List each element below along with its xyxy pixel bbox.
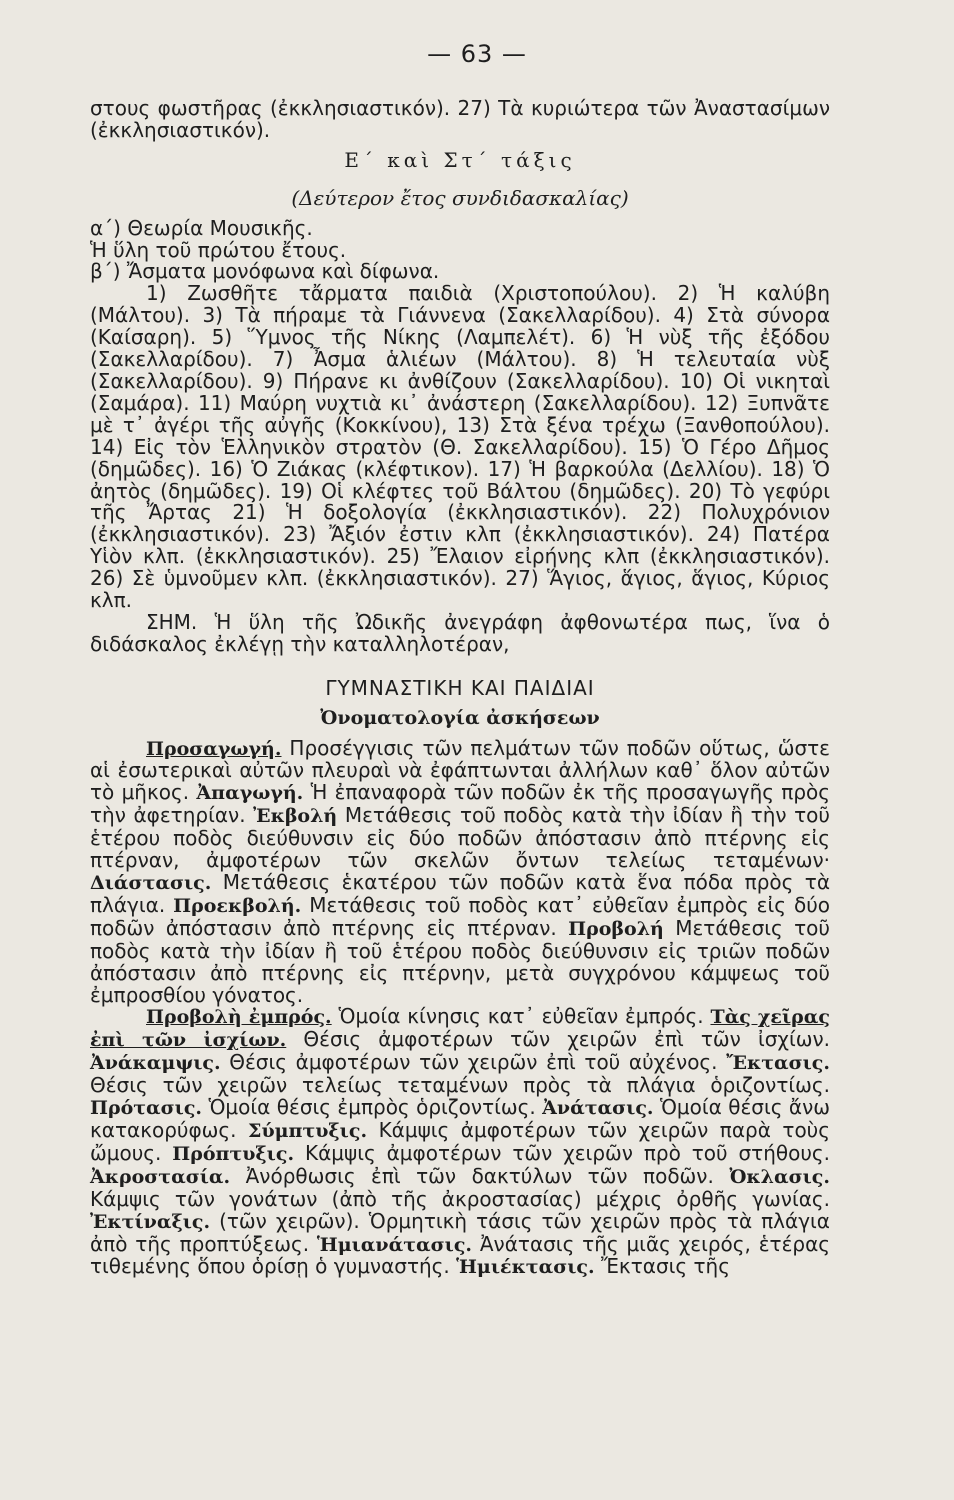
- exercise-definition: Ὁμοία θέσις ἐμπρὸς ὁριζοντίως.: [202, 1095, 543, 1120]
- note-paragraph: ΣΗΜ. Ἡ ὕλη τῆς Ὠδικῆς ἀνεγράφη ἀφθονωτέρα πως, ἵνα ὁ διδάσκαλος ἐκλέγῃ τὴν καταλληλοτέραν,: [90, 609, 830, 656]
- exercise-definition: Θέσις τῶν χειρῶν τελείως τεταμένων πρὸς τὰ πλάγια ὁριζοντίως.: [90, 1073, 830, 1098]
- section-subtitle: (Δεύτερον ἔτος συνδιδασκαλίας): [291, 185, 629, 210]
- page-number: — 63 —: [427, 40, 527, 68]
- exercise-term: Ἀνάτασις.: [542, 1097, 654, 1120]
- exercise-definition: Θέσις ἀμφοτέρων τῶν χειρῶν ἐπὶ τῶν ἰσχίων.: [286, 1027, 830, 1052]
- exercise-term: Ἀνάκαμψις.: [90, 1052, 221, 1075]
- exercise-definition: Κάμψις ἀμφοτέρων τῶν χειρῶν πρὸ τοῦ στήθους.: [294, 1140, 831, 1165]
- exercise-definition: Προσέγγισις τῶν πελμάτων τῶν ποδῶν οὕτως, ὥστε αἱ ἐσωτερικαὶ αὐτῶν πλευραὶ νὰ ἐφάπτωνται ἀλλήλων καθ᾿ ὅλον αὐτῶν τὸ μῆκος.: [90, 735, 830, 805]
- exercise-definition: Ἀνόρθωσις ἐπὶ τῶν δακτύλων τῶν ποδῶν.: [230, 1163, 730, 1188]
- exercise-paragraph-1: [90, 735, 831, 1007]
- exercise-term: Ἡμιέκτασις.: [456, 1256, 595, 1279]
- exercise-definition: Θέσις ἀμφοτέρων τῶν χειρῶν ἐπὶ τοῦ αὐχένος.: [220, 1050, 727, 1075]
- item-b: β΄) Ἄσματα μονόφωνα καὶ δίφωνα.: [90, 259, 440, 284]
- exercise-term: Ἡμιανάτασις.: [316, 1233, 473, 1256]
- exercise-definition: Ἡ ἐπαναφορὰ τῶν ποδῶν ἐκ τῆς προσαγωγῆς πρὸς τὴν ἀφετηρίαν.: [90, 780, 831, 828]
- exercise-term: Διάστασις.: [90, 872, 212, 894]
- exercise-definition: Μετάθεσις ἑκατέρου τῶν ποδῶν κατὰ ἕνα πόδα πρὸς τὰ πλάγια.: [90, 870, 830, 917]
- section-title: Ε΄ καὶ Στ΄ τάξις: [344, 147, 576, 172]
- exercise-term: Σύμπτυξις.: [248, 1119, 368, 1142]
- exercise-term: Ἐκβολή: [253, 805, 338, 828]
- exercise-term: Ἀκροστασία.: [90, 1165, 231, 1188]
- exercise-paragraph-2: [90, 1006, 830, 1279]
- exercise-definition: Ἔκτασις τῆς: [594, 1254, 730, 1279]
- exercise-term: Ἔκτασις.: [726, 1052, 830, 1075]
- songs-list: 1) Ζωσθῆτε τἄρματα παιδιὰ (Χριστοπούλου). 2) Ἡ καλύβη (Μάλτου). 3) Τὰ πήραμε τὰ Γιάννενα (Σακελλαρίδου). 4) Στὰ σύνορα (Καίσαρη). 5) Ὕμνος τῆς Νίκης (Λαμπελέτ). 6) Ἡ νὺξ τῆς ἐξόδου (Σακελλαρίδου). 7) Ἆσμα ἁλιέων (Μάλτου). 8) Ἡ τελευταία νὺξ (Σακελλαρίδου). 9) Πήρανε κι ἀνθίζουν (Σακελλαρίδου). 10) Οἱ νικηταὶ (Σαμάρα). 11) Μαύρη νυχτιὰ κι᾿ ἀνάστερη (Σακελλαρίδου). 12) Ξυπνᾶτε μὲ τ᾿ ἀγέρι τῆς αὐγῆς (Κοκκίνου), 13) Στὰ ξένα τρέχω (Ξανθοπούλου). 14) Εἰς τὸν Ἑλληνικὸν στρατὸν (Θ. Σακελλαρίδου). 15) Ὁ Γέρο Δῆμος (δημῶδες). 16) Ὁ Ζιάκας (κλέφτικον). 17) Ἡ βαρκούλα (Δελλίου). 18) Ὁ ἀητὸς (δημῶδες). 19) Οἱ κλέφτες τοῦ Βάλτου (δημῶδες). 20) Τὸ γεφύρι τῆς Ἄρτας 21) Ἡ δοξολογία (ἐκκλησιαστικόν). 22) Πολυχρόνιον (ἐκκλησιαστικόν). 23) Ἄξιόν ἐστιν κλπ (ἐκκλησιαστικόν). 24) Πατέρα Υἱὸν κλπ. (ἐκκλησιαστικόν). 25) Ἔλαιον εἰρήνης κλπ (ἐκκλησιαστικόν). 26) Σὲ ὑμνοῦμεν κλπ. (ἐκκλησιαστικόν). 27) Ἅγιος, ἅγιος, ἅγιος, Κύριος κλπ.: [90, 281, 830, 613]
- item-a: α΄) Θεωρία Μουσικῆς.: [90, 215, 313, 240]
- exercise-term: Προβολὴ ἐμπρός.: [146, 1006, 332, 1029]
- exercise-term: Προσαγωγή.: [146, 737, 282, 760]
- exercise-definition: Μετάθεσις τοῦ ποδὸς κατὰ τὴν ἰδίαν ἢ τὴν τοῦ ἑτέρου ποδὸς διεύθυνσιν εἰς δύο ποδῶν ἀπόστασιν ἀπὸ πτέρνης εἰς πτέρναν, ἀμφοτέρων τῶν σκελῶν ὄντων τελείως τεταμένων·: [90, 803, 830, 873]
- exercise-term: Πρότασις.: [90, 1097, 203, 1120]
- exercise-definition: Ὁμοία κίνησις κατ᾿ εὐθεῖαν ἐμπρός.: [331, 1004, 711, 1029]
- exercise-definition: Ἀνάτασις τῆς μιᾶς χειρός, ἑτέρας τιθεμένης ὅπου ὁρίσῃ ὁ γυμναστής.: [90, 1231, 831, 1279]
- exercise-term: Ὀκλασις.: [729, 1165, 830, 1188]
- exercise-definition: Ὁμοία θέσις ἄνω κατακορύφως.: [90, 1095, 830, 1142]
- exercise-term: Προεκβολή.: [173, 894, 302, 917]
- exercise-term: Προβολή: [568, 917, 664, 940]
- exercise-term: Τὰς χεῖρας ἐπὶ τῶν ἰσχίων.: [90, 1006, 830, 1052]
- intro-paragraph: στους φωστῆρας (ἐκκλησιαστικόν). 27) Τὰ κυριώτερα τῶν Ἀναστασίμων (ἐκκλησιαστικόν).: [90, 96, 830, 142]
- exercise-term: Ἀπαγωγή.: [196, 782, 304, 805]
- exercise-definition: (τῶν χειρῶν). Ὁρμητικὴ τάσις τῶν χειρῶν πρὸς τὰ πλάγια ἀπὸ τῆς προπτύξεως.: [90, 1208, 830, 1256]
- exercise-term: Πρόπτυξις.: [172, 1142, 295, 1165]
- text-column: [90, 98, 830, 1279]
- exercise-term: Ἐκτίναξις.: [90, 1210, 211, 1233]
- gymnastics-subheading: Ὀνοματολογία ἀσκήσεων: [320, 706, 600, 729]
- exercise-definition: Κάμψις ἀμφοτέρων τῶν χειρῶν παρὰ τοὺς ὤμους.: [90, 1117, 830, 1165]
- item-a-material: Ἡ ὕλη τοῦ πρώτου ἔτους.: [90, 237, 347, 262]
- exercise-definition: Μετάθεσις τοῦ ποδὸς κατ᾿ εὐθεῖαν ἐμπρὸς εἰς δύο ποδῶν ἀπόστασιν ἀπὸ πτέρνης εἰς πτέρναν.: [90, 892, 831, 940]
- exercise-definition: Μετάθεσις τοῦ ποδὸς κατὰ τὴν ἰδίαν ἢ τοῦ ἑτέρου ποδὸς διεύθυνσιν εἰς τριῶν ποδῶν ἀπόστασιν ἀπὸ πτέρνης εἰς πτέρνην, μετὰ συγχρόνου κάμψεως τοῦ ἐμπροσθίου γόνατος.: [90, 915, 830, 1007]
- gymnastics-heading: ΓΥΜΝΑΣΤΙΚΗ ΚΑΙ ΠΑΙΔΙΑΙ: [325, 675, 595, 700]
- exercise-definition: Κάμψις τῶν γονάτων (ἀπὸ τῆς ἀκροστασίας) μέχρις ὀρθῆς γωνίας.: [90, 1186, 830, 1211]
